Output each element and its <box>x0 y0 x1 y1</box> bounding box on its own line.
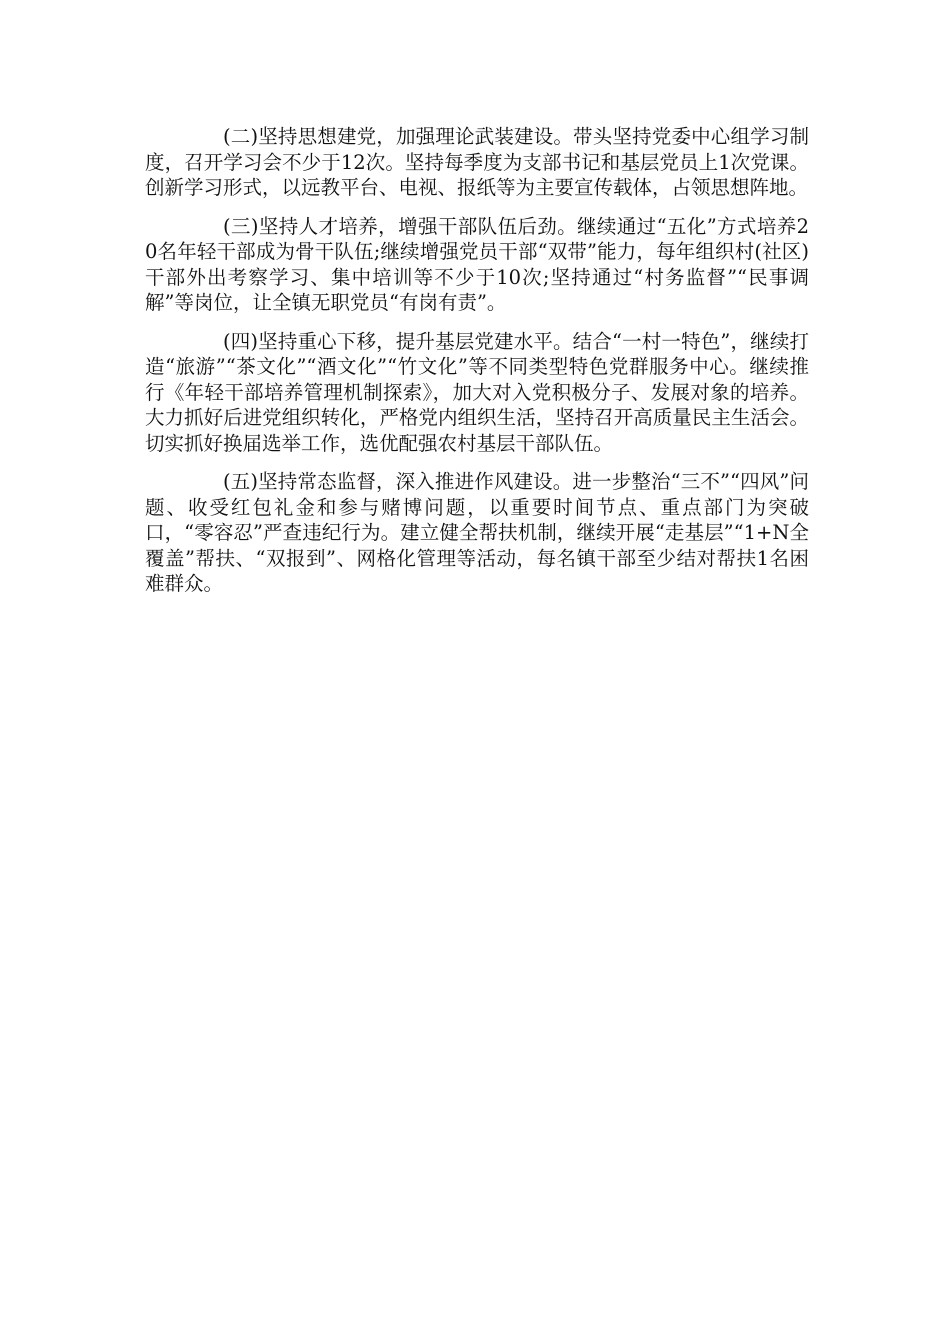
paragraph-2: (二)坚持思想建党，加强理论武装建设。带头坚持党委中心组学习制度，召开学习会不少于12次。坚持每季度为支部书记和基层党员上1次党课。创新学习形式，以远教平台、电视、报纸等为主要宣传载体，占领思想阵地。 <box>145 125 809 199</box>
paragraph-3: (三)坚持人才培养，增强干部队伍后劲。继续通过“五化”方式培养20名年轻干部成为骨干队伍;继续增强党员干部“双带”能力，每年组织村(社区)干部外出考察学习、集中培训等不少于10次;坚持通过“村务监督”“民事调解”等岗位，让全镇无职党员“有岗有责”。 <box>145 214 809 314</box>
document-body <box>145 124 809 610</box>
paragraph-5: (五)坚持常态监督，深入推进作风建设。进一步整治“三不”“四风”问题、收受红包礼金和参与赌博问题，以重要时间节点、重点部门为突破口，“零容忍”严查违纪行为。建立健全帮扶机制，继续开展“走基层”“1+N全覆盖”帮扶、“双报到”、网格化管理等活动，每名镇干部至少结对帮扶1名困难群众。 <box>145 470 809 595</box>
paragraph-4: (四)坚持重心下移，提升基层党建水平。结合“一村一特色”，继续打造“旅游”“茶文化”“酒文化”“竹文化”等不同类型特色党群服务中心。继续推行《年轻干部培养管理机制探索》，加大对入党积极分子、发展对象的培养。大力抓好后进党组织转化，严格党内组织生活，坚持召开高质量民主生活会。切实抓好换届选举工作，选优配强农村基层干部队伍。 <box>145 329 809 455</box>
